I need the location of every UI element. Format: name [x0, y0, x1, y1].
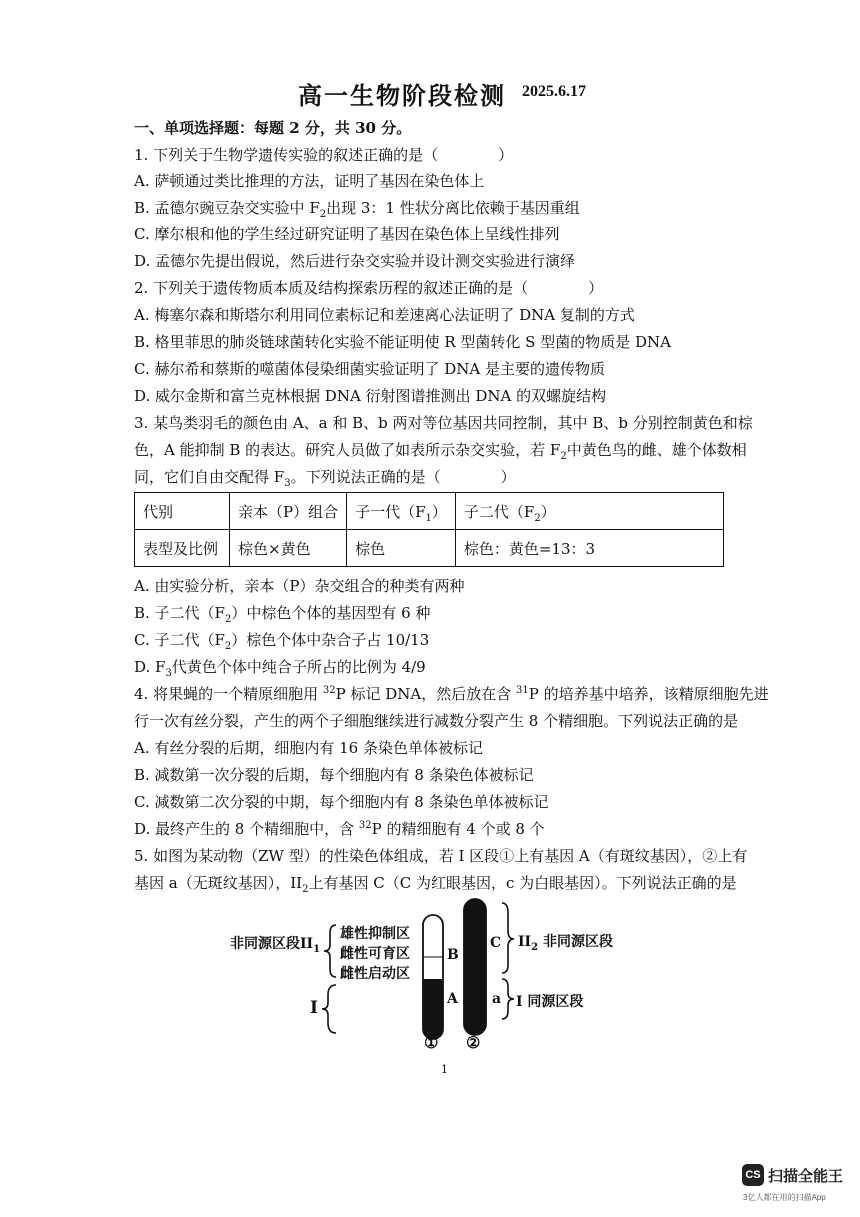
q4-option-a: A. 有丝分裂的后期，细胞内有 16 条染色单体被标记	[134, 739, 483, 757]
cell-text: 子二代（F	[463, 502, 535, 521]
q3-stem-line3-text: 同，它们自由交配得 F	[134, 468, 285, 486]
q3-option-b-text: B. 子二代（F	[134, 604, 225, 622]
q3-stem-line2	[134, 440, 747, 460]
q4-superscript: 32	[322, 685, 336, 696]
q2-stem: 2. 下列关于遗传物质本质及结构探索历程的叙述正确的是（ ）	[134, 279, 604, 297]
q4-option-d-text: D. 最终产生的 8 个精细胞中，含	[134, 820, 359, 838]
gene-c-label: C	[490, 935, 502, 951]
q4-text-2: P 标记 DNA，然后放在含	[335, 685, 516, 703]
q5-subscript: 2	[302, 884, 309, 895]
q4-option-b: B. 减数第一次分裂的后期，每个细胞内有 8 条染色体被标记	[134, 766, 534, 784]
page-title: 高一生物阶段检测	[298, 81, 506, 110]
cell-subscript: 1	[425, 512, 432, 524]
q1-option-b-subscript: 2	[319, 209, 327, 220]
q1-option-d: D. 孟德尔先提出假说，然后进行杂交实验并设计测交实验进行演绎	[134, 252, 576, 270]
q4-option-d-superscript: 32	[358, 820, 372, 831]
q2-option-a: A. 梅塞尔森和斯塔尔利用同位素标记和差速离心法证明了 DNA 复制的方式	[134, 306, 635, 324]
q3-option-c-subscript: 2	[224, 641, 232, 652]
q3-option-b-text-2: ）中棕色个体的基因型有 6 种	[231, 604, 431, 622]
q3-option-b-subscript: 2	[224, 614, 232, 625]
q4-stem-line2: 行一次有丝分裂，产生的两个子细胞继续进行减数分裂产生 8 个精细胞。下列说法正确的是	[134, 712, 739, 730]
q1-option-a: A. 萨顿通过类比推理的方法，证明了基因在染色体上	[134, 172, 485, 190]
q5-text: 基因 a（无斑纹基因），II	[134, 874, 303, 892]
q3-stem-line3-subscript: 3	[284, 478, 291, 489]
section-heading: 一、单项选择题：每题 2 分，共 30 分。	[134, 119, 412, 137]
table-cell: 棕色：黄色=13：3	[455, 530, 723, 567]
q3-stem-line3-text-2: 。下列说法正确的是（ ）	[290, 468, 516, 486]
chromosome-2	[464, 899, 486, 1035]
q5-text-2: 上有基因 C（C 为红眼基因，c 为白眼基因）。下列说法正确的是	[308, 874, 737, 892]
q3-option-d-text: D. F	[134, 658, 166, 676]
q4-stem-line1	[134, 684, 769, 704]
q1-option-b-text: B. 孟德尔豌豆杂交实验中 F	[134, 199, 320, 217]
right-homologous-label: I 同源区段	[516, 994, 584, 1010]
table-row	[135, 493, 724, 530]
q2-option-b: B. 格里菲思的肺炎链球菌转化实验不能证明使 R 型菌转化 S 型菌的物质是 DNA	[134, 333, 671, 351]
q4-option-d-text-2: P 的精细胞有 4 个或 8 个	[371, 820, 545, 838]
sex-chromosome-figure	[220, 895, 650, 1070]
cell-subscript: 2	[534, 512, 541, 524]
cell-text-2: ）	[540, 502, 556, 521]
table-row	[135, 530, 724, 567]
q1-option-b-text-2: 出现 3：1 性状分离比依赖于基因重组	[326, 199, 580, 217]
scanner-app-name: 扫描全能王	[768, 1168, 844, 1185]
zones-brace	[324, 925, 336, 977]
q5-stem-line2	[134, 873, 737, 893]
right-label-subscript: 2	[531, 941, 539, 953]
region-i-label: I	[310, 998, 318, 1018]
region-i-brace	[322, 985, 336, 1033]
gene-a-label: A	[447, 991, 458, 1007]
left-label-subscript: 1	[313, 943, 321, 955]
page-number: 1	[441, 1063, 448, 1076]
scanner-tagline: 3亿人都在用的扫描App	[743, 1193, 826, 1202]
ii2-brace	[502, 903, 514, 973]
q4-superscript-2: 31	[515, 685, 529, 696]
cell-text-2: ）	[431, 502, 447, 521]
q2-option-d: D. 威尔金斯和富兰克林根据 DNA 衍射图谱推测出 DNA 的双螺旋结构	[134, 387, 607, 405]
table-cell: 代别	[135, 493, 230, 530]
right-non-homologous-label	[518, 931, 613, 951]
q4-option-c: C. 减数第二次分裂的中期，每个细胞内有 8 条染色单体被标记	[134, 793, 549, 811]
q3-option-c-text-2: ）棕色个体中杂合子占 10/13	[231, 631, 430, 649]
q3-stem-line2-subscript: 2	[560, 451, 567, 462]
q5-stem-line1: 5. 如图为某动物（ZW 型）的性染色体组成，若 I 区段①上有基因 A（有斑纹基因），②上有	[134, 847, 748, 865]
q1-option-c: C. 摩尔根和他的学生经过研究证明了基因在染色体上呈线性排列	[134, 225, 560, 243]
q2-option-c: C. 赫尔希和蔡斯的噬菌体侵染细菌实验证明了 DNA 是主要的遗传物质	[134, 360, 606, 378]
q4-option-d	[134, 819, 545, 839]
exam-date: 2025.6.17	[522, 83, 586, 100]
chromosome-2-label: ②	[466, 1033, 481, 1052]
right-label-text-2: 非同源区段	[538, 934, 613, 950]
q4-text: 4. 将果蝇的一个精原细胞用	[134, 685, 323, 703]
cell-text: 子一代（F	[355, 502, 426, 521]
q1-stem: 1. 下列关于生物学遗传实验的叙述正确的是（ ）	[134, 146, 514, 164]
scanner-logo-icon: CS	[742, 1164, 764, 1186]
table-cell: 棕色×黄色	[230, 530, 347, 567]
q3-cross-table	[134, 492, 724, 567]
q3-option-c-text: C. 子二代（F	[134, 631, 225, 649]
q3-option-a: A. 由实验分析，亲本（P）杂交组合的种类有两种	[134, 577, 465, 595]
header	[0, 76, 860, 110]
table-cell	[347, 493, 456, 530]
left-non-homologous-label	[230, 933, 320, 953]
q3-option-d	[134, 657, 426, 677]
q3-option-b	[134, 603, 430, 623]
region-i-right-brace	[502, 979, 514, 1019]
zone-female-initiation: 雌性启动区	[340, 966, 410, 982]
q3-option-c	[134, 630, 429, 650]
q3-stem-line2-text-2: 中黄色鸟的雌、雄个体数相	[566, 441, 747, 459]
chromosome-1-shared-region	[423, 979, 443, 1039]
q4-text-3: P 的培养基中培养，该精原细胞先进	[528, 685, 769, 703]
right-label-text: II	[518, 934, 532, 950]
table-cell: 棕色	[347, 530, 456, 567]
table-cell: 表型及比例	[135, 530, 230, 567]
zone-female-fertile: 雌性可育区	[340, 946, 410, 962]
q3-option-d-subscript: 3	[165, 668, 172, 679]
gene-a-recessive-label: a	[492, 991, 502, 1007]
q1-option-b	[134, 198, 580, 218]
q3-stem-line2-text: 色，A 能抑制 B 的表达。研究人员做了如表所示杂交实验，若 F	[134, 441, 561, 459]
q3-stem-line1: 3. 某鸟类羽毛的颜色由 A、a 和 B、b 两对等位基因共同控制，其中 B、b 分别控制黄色和棕	[134, 414, 753, 432]
zone-male-suppression: 雄性抑制区	[340, 926, 410, 942]
table-cell	[455, 493, 723, 530]
left-label-text: 非同源区段II	[230, 936, 314, 952]
q3-option-d-text-2: 代黄色个体中纯合子所占的比例为 4/9	[171, 658, 426, 676]
table-cell: 亲本（P）组合	[230, 493, 347, 530]
chromosome-1-label: ①	[424, 1033, 439, 1052]
gene-b-label: B	[447, 947, 459, 963]
q3-stem-line3	[134, 467, 516, 487]
